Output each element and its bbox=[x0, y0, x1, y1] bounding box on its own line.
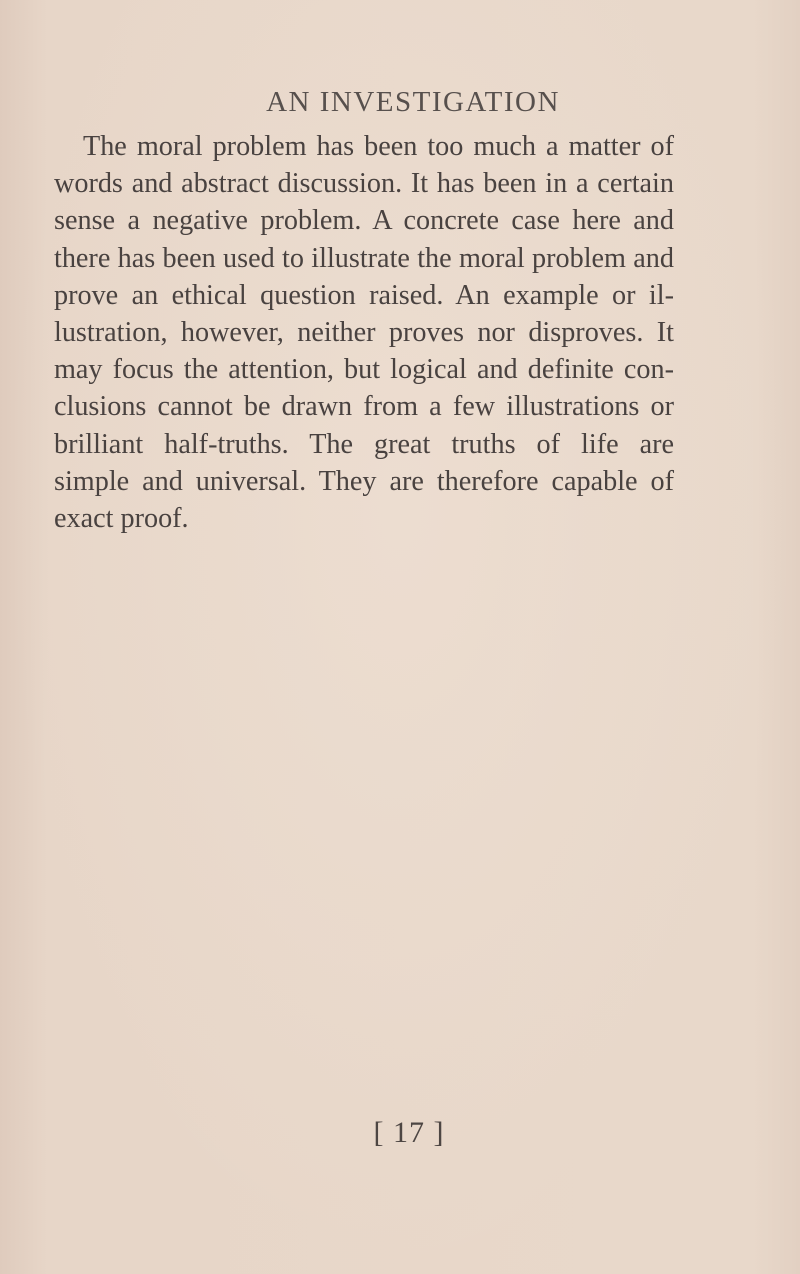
paragraph-line: words and abstract discussion. It has been in a certain bbox=[54, 168, 674, 200]
running-head: AN INVESTIGATION bbox=[266, 86, 560, 118]
paragraph-line: clusions cannot be drawn from a few illustrations or bbox=[54, 391, 674, 423]
body-paragraph bbox=[54, 128, 674, 537]
paragraph-line: The moral problem has been too much a matter of bbox=[83, 131, 674, 162]
paragraph-line: may focus the attention, but logical and definite con- bbox=[54, 354, 674, 386]
paragraph-line: brilliant half-truths. The great truths of life are bbox=[54, 428, 674, 460]
paragraph-line: exact proof. bbox=[54, 503, 189, 535]
paragraph-line: simple and universal. They are therefore capable of bbox=[54, 465, 674, 497]
paragraph-line: there has been used to illustrate the moral problem and bbox=[54, 242, 674, 274]
paragraph-line: lustration, however, neither proves nor disproves. It bbox=[54, 317, 674, 349]
page-number: [ 17 ] bbox=[373, 1116, 445, 1149]
paragraph-line: sense a negative problem. A concrete case here and bbox=[54, 205, 674, 237]
paragraph-line: prove an ethical question raised. An example or il- bbox=[54, 279, 674, 311]
